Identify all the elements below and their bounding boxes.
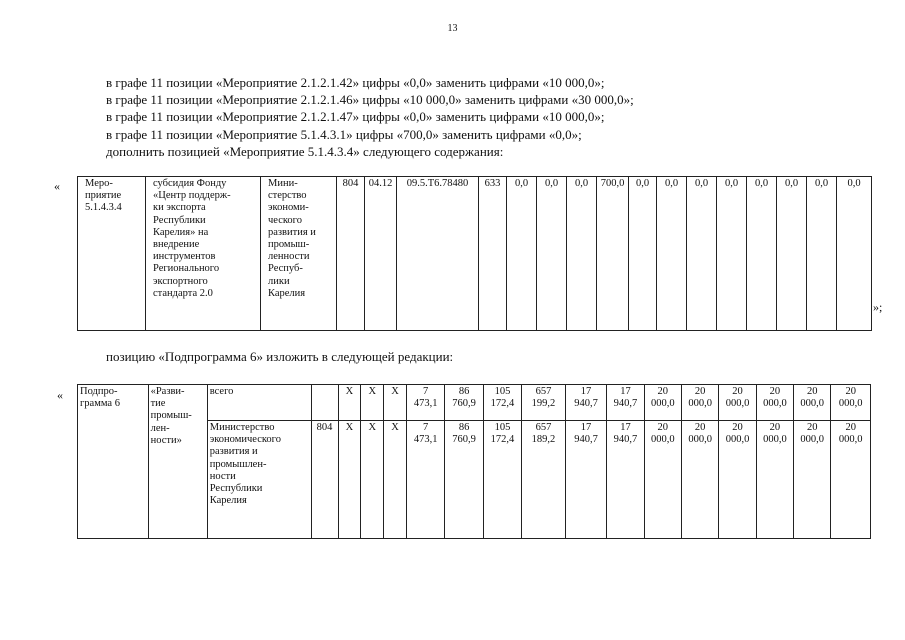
value-cell: 7 473,1	[406, 385, 444, 421]
code-cell: Х	[361, 421, 384, 539]
code-cell: 09.5.Т6.78480	[397, 177, 479, 331]
value-cell: 0,0	[657, 177, 687, 331]
subprogram-intro: позицию «Подпрограмма 6» изложить в следующей редакции:	[106, 349, 454, 364]
code-cell: Х	[384, 421, 407, 539]
value-cell: 0,0	[717, 177, 747, 331]
value-cell: 20 000,0	[831, 421, 871, 539]
value-cell: 20 000,0	[681, 421, 718, 539]
code-cell: 804	[337, 177, 365, 331]
amendment-paragraphs	[106, 74, 634, 160]
value-cell: 0,0	[837, 177, 872, 331]
subprogram-name-cell: «Разви- тие промыш- лен- ности»	[148, 385, 207, 539]
table-row	[78, 385, 871, 421]
paragraph-line: дополнить позицией «Мероприятие 5.1.4.3.4» следующего содержания:	[106, 143, 504, 159]
measure-code-cell: Меро- приятие 5.1.4.3.4	[78, 177, 146, 331]
paragraph-line: в графе 11 позиции «Мероприятие 2.1.2.1.46» цифры «10 000,0» заменить цифрами «30 000,0»;	[106, 92, 634, 108]
open-quote: «	[54, 179, 60, 193]
row-label-cell: всего	[207, 385, 311, 421]
code-cell	[311, 385, 338, 421]
value-cell: 20 000,0	[794, 385, 831, 421]
value-cell: 20 000,0	[756, 421, 793, 539]
value-cell: 0,0	[807, 177, 837, 331]
paragraph-line: в графе 11 позиции «Мероприятие 2.1.2.1.42» цифры «0,0» заменить цифрами «10 000,0»;	[106, 75, 605, 90]
value-cell: 20 000,0	[681, 385, 718, 421]
paragraph-line: в графе 11 позиции «Мероприятие 5.1.4.3.1» цифры «700,0» заменить цифрами «0,0»;	[106, 126, 582, 142]
value-cell: 20 000,0	[644, 421, 681, 539]
value-cell: 20 000,0	[719, 421, 756, 539]
paragraph-line: в графе 11 позиции «Мероприятие 2.1.2.1.47» цифры «0,0» заменить цифрами «10 000,0»;	[106, 109, 605, 125]
value-cell: 657 199,2	[522, 385, 566, 421]
value-cell: 20 000,0	[794, 421, 831, 539]
code-cell: Х	[338, 421, 361, 539]
value-cell: 0,0	[777, 177, 807, 331]
value-cell: 20 000,0	[831, 385, 871, 421]
value-cell: 105 172,4	[483, 421, 521, 539]
value-cell: 17 940,7	[565, 385, 607, 421]
value-cell: 20 000,0	[644, 385, 681, 421]
value-cell: 0,0	[629, 177, 657, 331]
code-cell: 04.12	[365, 177, 397, 331]
value-cell: 86 760,9	[445, 385, 483, 421]
value-cell: 105 172,4	[483, 385, 521, 421]
value-cell: 0,0	[507, 177, 537, 331]
open-quote: «	[57, 388, 63, 402]
value-cell: 17 940,7	[607, 385, 644, 421]
value-cell: 700,0	[597, 177, 629, 331]
measure-table	[77, 176, 872, 331]
table-row	[78, 177, 872, 331]
close-quote: »;	[873, 300, 883, 314]
code-cell: Х	[384, 385, 407, 421]
value-cell: 0,0	[747, 177, 777, 331]
executor-cell: Мини- стерство экономи- ческого развития и промыш- ленности Респуб- лики Карелия	[261, 177, 337, 331]
value-cell: 0,0	[537, 177, 567, 331]
value-cell: 17 940,7	[565, 421, 607, 539]
value-cell: 20 000,0	[756, 385, 793, 421]
subprogram-table	[77, 384, 871, 539]
value-cell: 86 760,9	[445, 421, 483, 539]
value-cell: 657 189,2	[522, 421, 566, 539]
subprogram-code-cell: Подпро- грамма 6	[78, 385, 149, 539]
measure-name-cell: субсидия Фонду «Центр поддерж- ки экспорта Республики Карелия» на внедрение инструментов Регионального экспортного стандарта 2.0	[146, 177, 261, 331]
page-number: 13	[447, 23, 458, 34]
value-cell: 0,0	[567, 177, 597, 331]
code-cell: 804	[311, 421, 338, 539]
value-cell: 20 000,0	[719, 385, 756, 421]
value-cell: 17 940,7	[607, 421, 644, 539]
value-cell: 7 473,1	[406, 421, 444, 539]
code-cell: Х	[361, 385, 384, 421]
code-cell: 633	[479, 177, 507, 331]
row-label-cell: Министерство экономического развития и промышлен- ности Республики Карелия	[207, 421, 311, 539]
value-cell: 0,0	[687, 177, 717, 331]
code-cell: Х	[338, 385, 361, 421]
